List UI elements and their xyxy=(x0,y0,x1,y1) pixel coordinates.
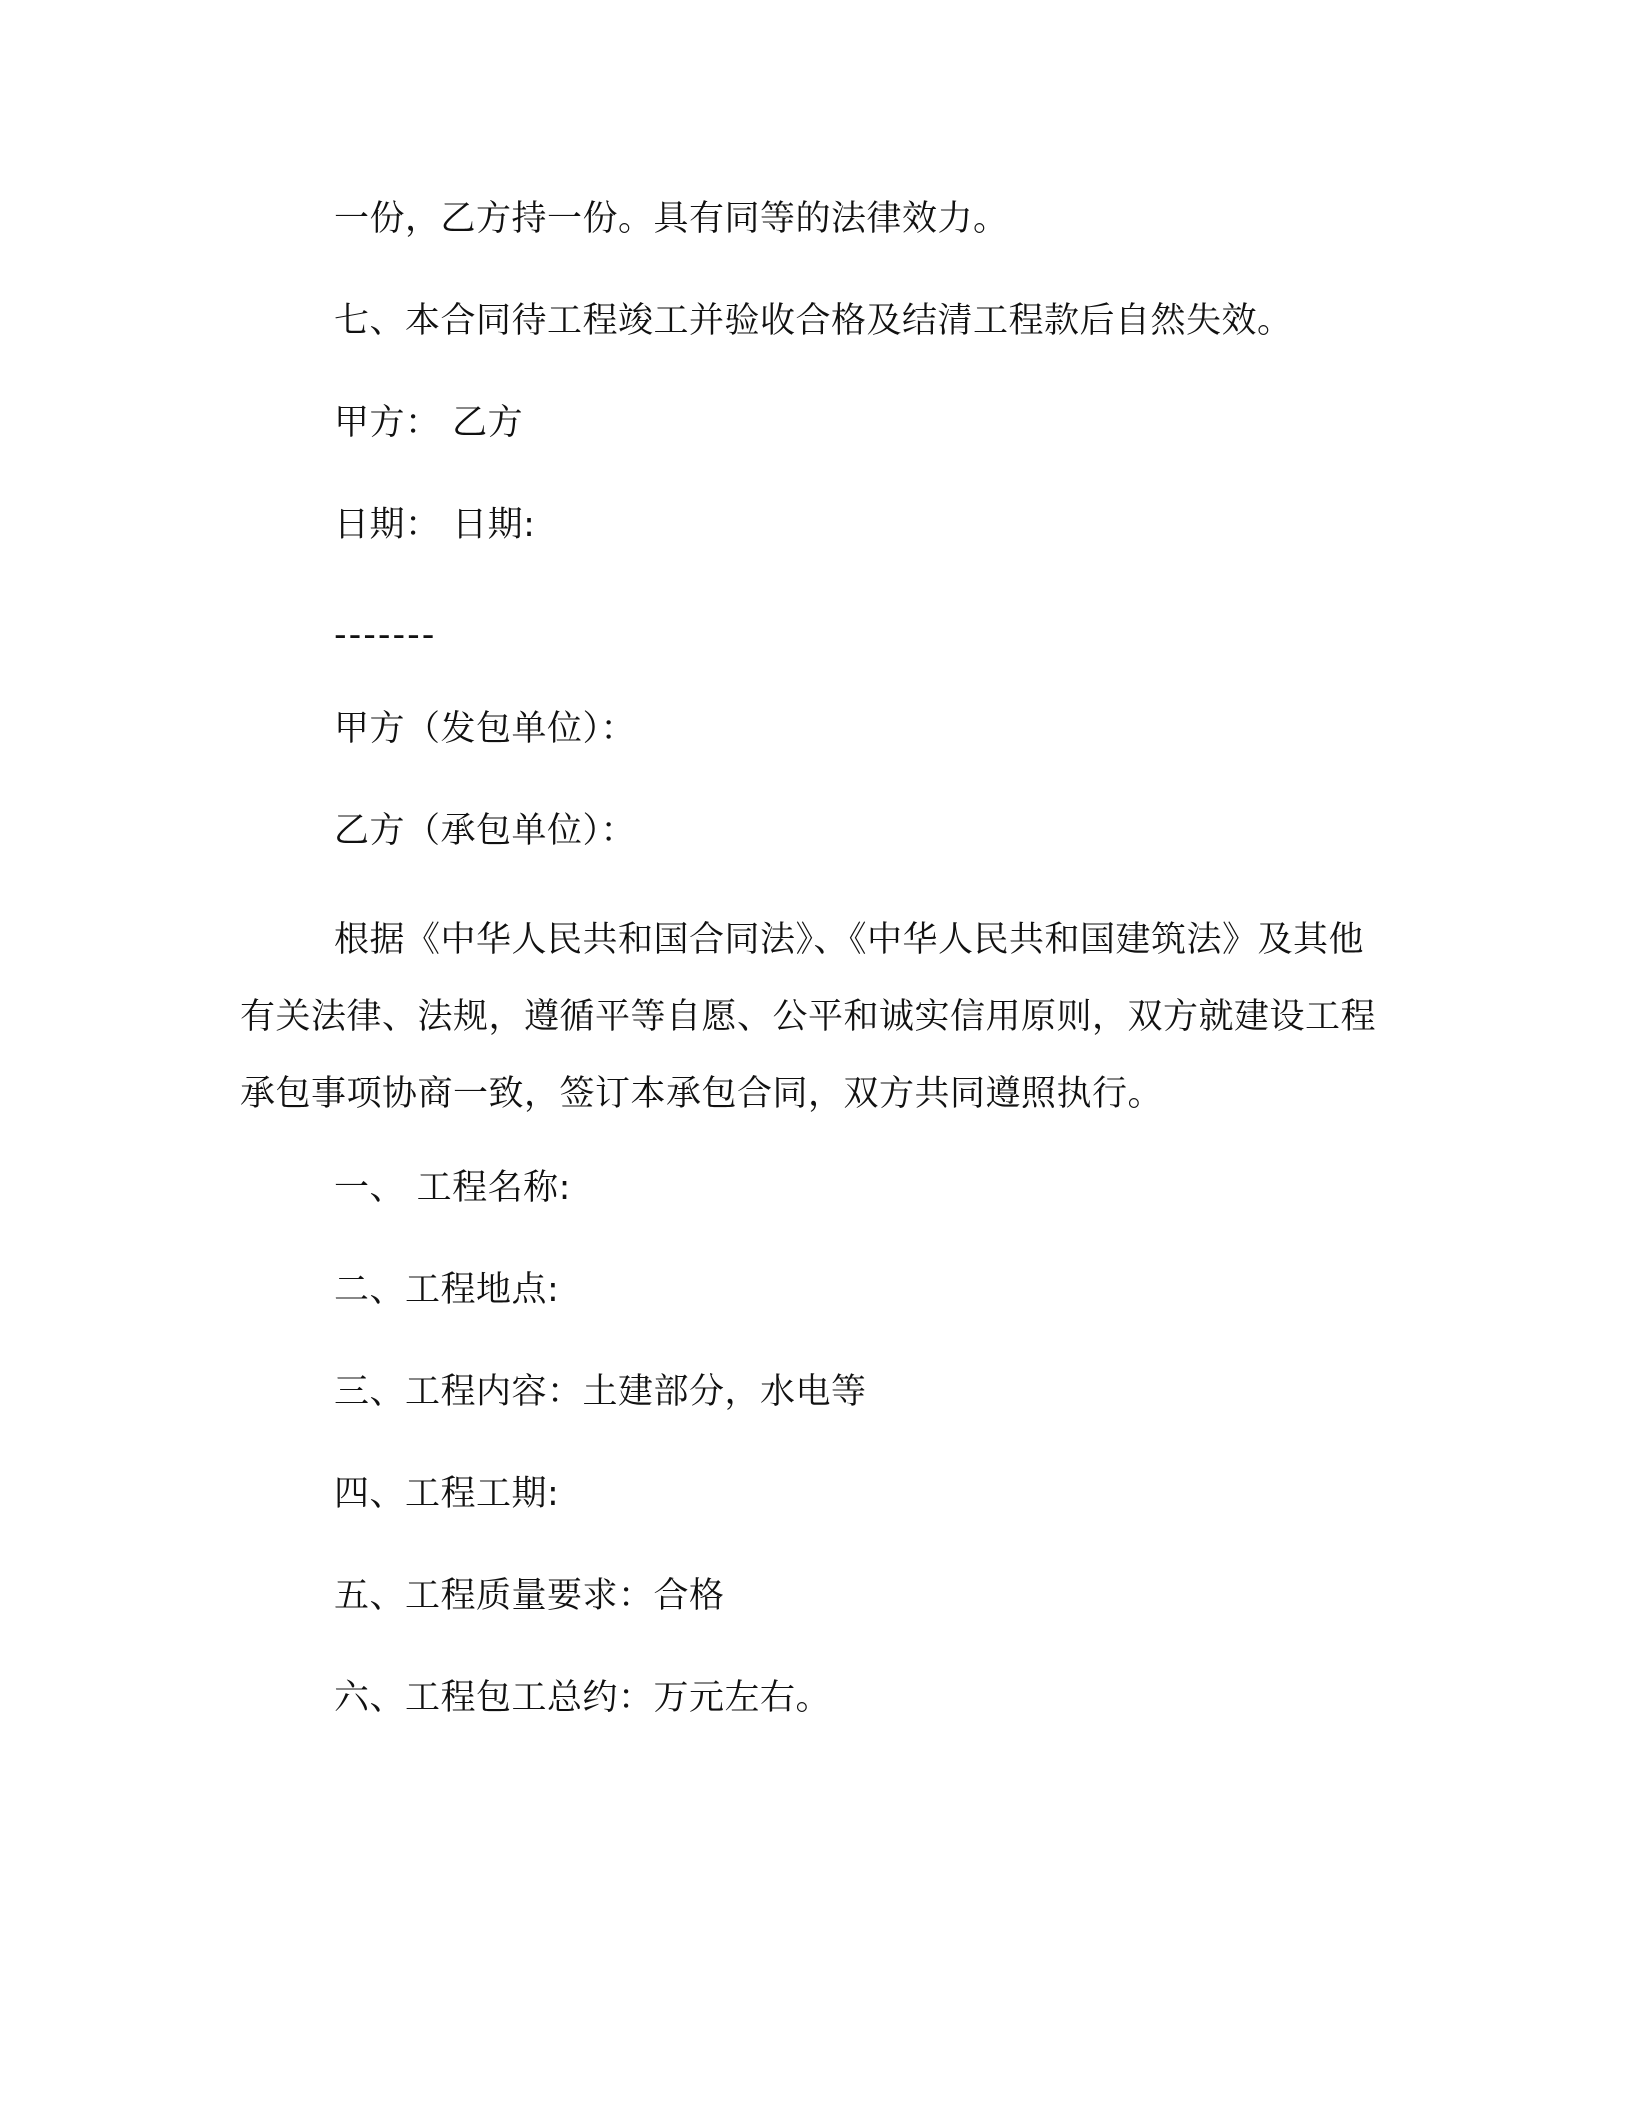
item-quality-requirement: 五、工程质量要求：合格 xyxy=(334,1576,725,1616)
item-project-location: 二、工程地点: xyxy=(334,1270,560,1310)
item-project-duration: 四、工程工期: xyxy=(334,1474,560,1514)
preamble-paragraph: 根据《中华人民共和国合同法》、《中华人民共和国建筑法》及其他有关法律、法规，遵循平等自愿、公平和诚实信用原则，双方就建设工程承包事项协商一致，签订本承包合同，双方共同遵照执行。 xyxy=(240,920,1377,1114)
signature-parties: 甲方： 乙方 xyxy=(334,403,524,443)
text-line-validity: 一份，乙方持一份。具有同等的法律效力。 xyxy=(334,199,1009,239)
item-project-name: 一、 工程名称: xyxy=(334,1168,571,1208)
item-total-contract: 六、工程包工总约：万元左右。 xyxy=(334,1678,832,1718)
party-b-label: 乙方（承包单位）： xyxy=(334,811,637,851)
item-project-content: 三、工程内容：土建部分，水电等 xyxy=(334,1372,867,1412)
section-divider: ------- xyxy=(334,615,437,655)
party-a-label: 甲方（发包单位）： xyxy=(334,709,637,749)
clause-seven: 七、本合同待工程竣工并验收合格及结清工程款后自然失效。 xyxy=(334,301,1293,341)
signature-dates: 日期： 日期: xyxy=(334,505,536,545)
